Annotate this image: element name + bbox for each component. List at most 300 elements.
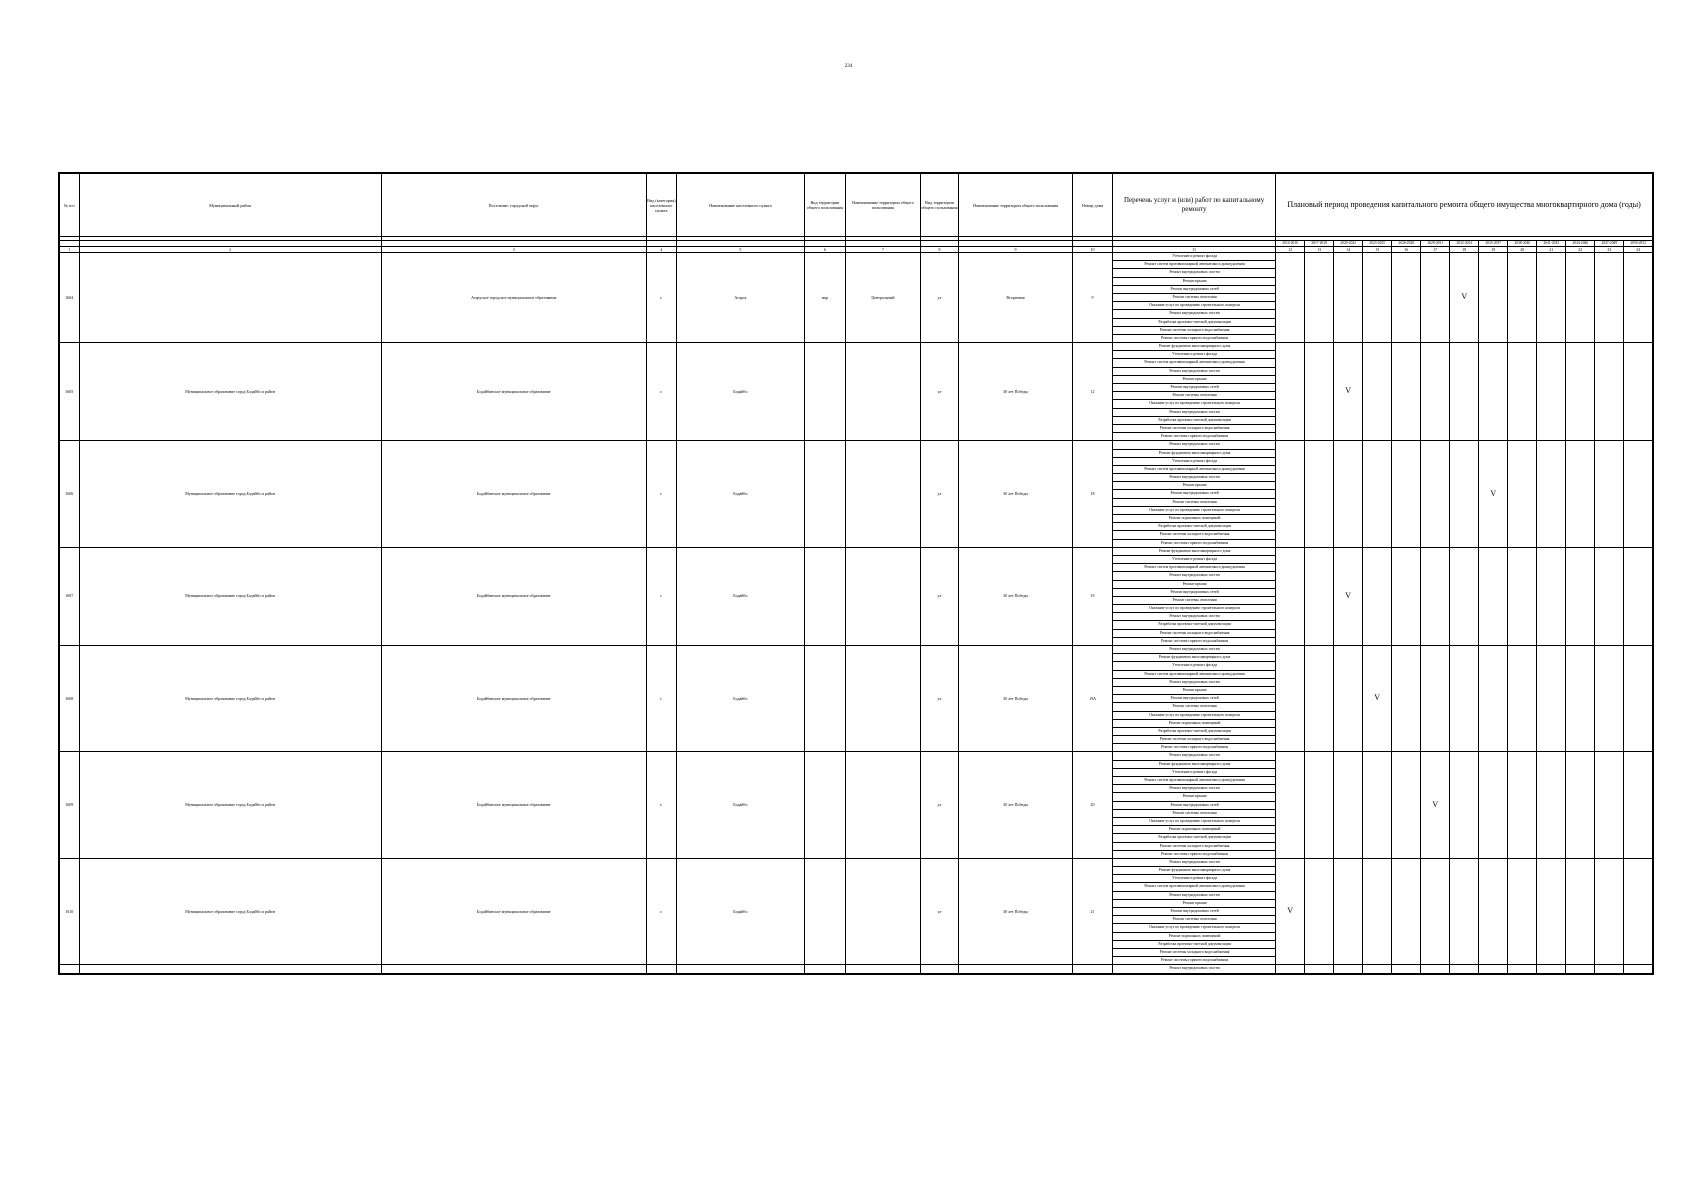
service-item: Разработка проектно-сметной документации xyxy=(1113,941,1275,949)
area-name-cell xyxy=(845,343,920,441)
plan-period-cell xyxy=(1276,858,1305,964)
area-name-cell xyxy=(845,547,920,645)
plan-period-cell xyxy=(1624,646,1653,752)
year-header: 2029-2031 xyxy=(1421,241,1450,247)
column-number: 15 xyxy=(1363,247,1392,253)
service-item: Ремонт фундамента многоквартирного дома xyxy=(1113,343,1275,351)
locality-name-cell: Агарск xyxy=(676,253,804,343)
year-header: 2020-2022 xyxy=(1334,241,1363,247)
empty-cell xyxy=(804,965,845,974)
services-list xyxy=(1113,752,1276,858)
empty-cell xyxy=(1363,965,1392,974)
row-number: 1606 xyxy=(59,441,79,547)
column-number: 4 xyxy=(646,247,676,253)
street-type-cell: ул xyxy=(920,441,958,547)
plan-period-cell xyxy=(1450,547,1479,645)
plan-period-cell xyxy=(1537,858,1566,964)
service-item: Ремонт внутридомовых систем xyxy=(1113,310,1275,318)
table-row xyxy=(59,343,1653,441)
table-row xyxy=(59,441,1653,547)
plan-period-cell xyxy=(1276,343,1305,441)
plan-period-cell xyxy=(1566,253,1595,343)
plan-period-cell xyxy=(1595,858,1624,964)
house-cell: 20 xyxy=(1073,752,1113,858)
plan-period-cell xyxy=(1537,441,1566,547)
column-number: 5 xyxy=(676,247,804,253)
column-number: 24 xyxy=(1624,247,1653,253)
house-cell: 19 xyxy=(1073,547,1113,645)
service-item: Ремонт внутридомовых систем xyxy=(1113,368,1275,376)
service-item: Ремонт крыши xyxy=(1113,278,1275,286)
service-item: Ремонт подвальных помещений xyxy=(1113,720,1275,728)
empty-cell xyxy=(1073,965,1113,974)
service-item: Ремонт внутридомовых систем xyxy=(1113,785,1275,793)
plan-period-cell xyxy=(1508,441,1537,547)
empty-cell xyxy=(1450,965,1479,974)
plan-period-cell xyxy=(1363,441,1392,547)
service-item: Ремонт подвальных помещений xyxy=(1113,515,1275,523)
service-item: Ремонт системы отопления xyxy=(1113,597,1275,605)
service-item: Ремонт систем противопожарной автоматики и дымоудаления xyxy=(1113,777,1275,785)
service-item: Ремонт внутридомовых систем xyxy=(1113,613,1275,621)
plan-period-cell xyxy=(1479,752,1508,858)
service-item: Ремонт системы отопления xyxy=(1113,703,1275,711)
column-number: 2 xyxy=(79,247,381,253)
plan-period-cell xyxy=(1566,441,1595,547)
row-number: 1608 xyxy=(59,646,79,752)
plan-period-cell xyxy=(1276,752,1305,858)
plan-period-cell xyxy=(1479,858,1508,964)
settlement-cell: Бодайбинское муниципальное образование xyxy=(381,752,646,858)
empty-cell xyxy=(958,965,1072,974)
locality-name-cell: Бодайбо xyxy=(676,547,804,645)
plan-period-cell xyxy=(1537,646,1566,752)
service-item: Утепление и ремонт фасада xyxy=(1113,875,1275,883)
capital-repair-table xyxy=(58,172,1654,975)
locality-name-cell: Бодайбо xyxy=(676,752,804,858)
district-cell: Муниципальное образование город Бодайбо и район xyxy=(79,441,381,547)
service-item: Ремонт системы горячего водоснабжения xyxy=(1161,434,1229,439)
service-item: Разработка проектно-сметной документации xyxy=(1113,319,1275,327)
table-row xyxy=(59,547,1653,645)
plan-period-cell xyxy=(1276,646,1305,752)
plan-period-cell xyxy=(1508,646,1537,752)
service-item: Разработка проектно-сметной документации xyxy=(1113,834,1275,842)
header-locality-type: Вид (категория) населенного пункта xyxy=(646,173,676,237)
street-type-cell: ул xyxy=(920,343,958,441)
locality-name-cell: Бодайбо xyxy=(676,858,804,964)
empty-cell xyxy=(1305,965,1334,974)
column-number: 7 xyxy=(845,247,920,253)
street-type-cell: ул xyxy=(920,858,958,964)
service-item: Ремонт системы горячего водоснабжения xyxy=(1161,745,1229,750)
service-item: Оказание услуг по проведению строительного контроля xyxy=(1113,605,1275,613)
header-plan: Плановый период проведения капитального ремонта общего имущества многоквартирного дома (годы) xyxy=(1276,173,1653,237)
plan-period-cell xyxy=(1392,858,1421,964)
header-settlement: Поселение, городской округ xyxy=(381,173,646,237)
empty-cell xyxy=(381,965,646,974)
plan-period-cell xyxy=(1624,752,1653,858)
empty-cell xyxy=(920,965,958,974)
plan-period-cell xyxy=(1450,646,1479,752)
plan-period-cell xyxy=(1363,547,1392,645)
empty-cell xyxy=(1276,965,1305,974)
year-header: 2041-2043 xyxy=(1537,241,1566,247)
plan-period-cell xyxy=(1334,858,1363,964)
service-item: Ремонт подвальных помещений xyxy=(1113,933,1275,941)
plan-period-cell xyxy=(1334,547,1363,645)
header-area-type: Вид территории общего пользования xyxy=(804,173,845,237)
plan-period-cell xyxy=(1363,646,1392,752)
empty-cell xyxy=(1508,965,1537,974)
plan-period-cell xyxy=(1508,343,1537,441)
plan-period-cell xyxy=(1421,547,1450,645)
service-item: Ремонт системы отопления xyxy=(1113,392,1275,400)
district-cell xyxy=(79,253,381,343)
area-type-cell xyxy=(804,646,845,752)
plan-mark: V xyxy=(1432,799,1439,809)
area-type-cell xyxy=(804,547,845,645)
column-number: 20 xyxy=(1508,247,1537,253)
service-item: Ремонт крыши xyxy=(1113,581,1275,589)
plan-period-cell xyxy=(1595,343,1624,441)
service-item: Ремонт внутридомовых сетей xyxy=(1113,490,1275,498)
service-item: Ремонт внутридомовых сетей xyxy=(1113,384,1275,392)
service-item: Ремонт фундамента многоквартирного дома xyxy=(1113,450,1275,458)
plan-period-cell xyxy=(1624,253,1653,343)
plan-period-cell xyxy=(1334,253,1363,343)
plan-period-cell xyxy=(1392,646,1421,752)
plan-period-cell xyxy=(1566,343,1595,441)
district-cell: Муниципальное образование город Бодайбо и район xyxy=(79,858,381,964)
plan-period-cell xyxy=(1450,441,1479,547)
locality-type-cell: г. xyxy=(646,752,676,858)
service-item: Ремонт внутридомовых систем xyxy=(1113,474,1275,482)
service-item: Ремонт системы отопления xyxy=(1113,499,1275,507)
locality-type-cell: г. xyxy=(646,441,676,547)
services-list xyxy=(1113,646,1276,752)
plan-mark: V xyxy=(1374,693,1381,703)
service-item: Ремонт систем противопожарной автоматики и дымоудаления xyxy=(1113,261,1275,269)
service-item: Ремонт системы горячего водоснабжения xyxy=(1161,958,1229,963)
empty-cell xyxy=(845,965,920,974)
service-item: Ремонт внутридомовых сетей xyxy=(1113,908,1275,916)
service-item: Ремонт системы холодного водоснабжения xyxy=(1113,736,1275,744)
year-header: 2032-2034 xyxy=(1450,241,1479,247)
plan-period-cell xyxy=(1595,253,1624,343)
service-item: Утепление и ремонт фасада xyxy=(1113,662,1275,670)
table-row-partial xyxy=(59,965,1653,974)
service-item: Ремонт систем противопожарной автоматики и дымоудаления xyxy=(1113,466,1275,474)
plan-period-cell xyxy=(1508,547,1537,645)
table-row xyxy=(59,858,1653,964)
area-type-cell xyxy=(804,343,845,441)
year-header: 2044-2046 xyxy=(1566,241,1595,247)
header-row xyxy=(59,173,1653,237)
empty-cell xyxy=(1566,965,1595,974)
empty-cell xyxy=(1479,965,1508,974)
plan-period-cell xyxy=(1334,343,1363,441)
plan-period-cell xyxy=(1537,343,1566,441)
empty-cell xyxy=(1624,965,1653,974)
service-item: Ремонт внутридомовых систем xyxy=(1113,572,1275,580)
service-item: Ремонт фундамента многоквартирного дома xyxy=(1113,654,1275,662)
service-item: Утепление и ремонт фасада xyxy=(1113,458,1275,466)
plan-period-cell xyxy=(1305,646,1334,752)
service-item: Ремонт системы холодного водоснабжения xyxy=(1113,949,1275,957)
plan-period-cell xyxy=(1595,547,1624,645)
plan-period-cell xyxy=(1508,253,1537,343)
column-number: 8 xyxy=(920,247,958,253)
district-cell: Муниципальное образование город Бодайбо и район xyxy=(79,646,381,752)
area-name-cell xyxy=(845,646,920,752)
locality-type-cell: г. xyxy=(646,253,676,343)
plan-period-cell xyxy=(1363,858,1392,964)
plan-period-cell xyxy=(1450,253,1479,343)
plan-period-cell xyxy=(1479,441,1508,547)
plan-period-cell xyxy=(1421,752,1450,858)
plan-period-cell xyxy=(1276,441,1305,547)
header-area-name: Наименование территории общего пользования xyxy=(845,173,920,237)
header-services: Перечень услуг и (или) работ по капитальному ремонту xyxy=(1113,173,1276,237)
column-number: 18 xyxy=(1450,247,1479,253)
plan-period-cell xyxy=(1566,752,1595,858)
house-cell: 21 xyxy=(1073,858,1113,964)
services-list xyxy=(1113,441,1276,547)
street-type-cell: ул xyxy=(920,253,958,343)
plan-period-cell xyxy=(1305,343,1334,441)
service-item: Ремонт крыши xyxy=(1113,793,1275,801)
street-name-cell: 30 лет Победы xyxy=(958,343,1072,441)
column-number: 21 xyxy=(1537,247,1566,253)
area-name-cell xyxy=(845,441,920,547)
table-row xyxy=(59,646,1653,752)
header-street-name: Наименование территории общего пользования xyxy=(958,173,1072,237)
plan-period-cell xyxy=(1363,752,1392,858)
column-number: 19 xyxy=(1479,247,1508,253)
empty-cell xyxy=(1595,965,1624,974)
settlement-cell: Бодайбинское муниципальное образование xyxy=(381,646,646,752)
year-header: 2047-2049 xyxy=(1595,241,1624,247)
column-number: 14 xyxy=(1334,247,1363,253)
service-item: Ремонт крыши xyxy=(1113,376,1275,384)
service-item: Утепление и ремонт фасада xyxy=(1113,253,1275,261)
column-number: 16 xyxy=(1392,247,1421,253)
service-item: Ремонт системы отопления xyxy=(1113,916,1275,924)
plan-period-cell xyxy=(1566,646,1595,752)
plan-period-cell xyxy=(1537,547,1566,645)
plan-period-cell xyxy=(1392,441,1421,547)
services-list xyxy=(1113,965,1276,974)
plan-period-cell xyxy=(1305,858,1334,964)
service-item: Ремонт систем противопожарной автоматики и дымоудаления xyxy=(1113,883,1275,891)
service-item: Ремонт внутридомовых систем xyxy=(1113,646,1275,654)
plan-period-cell xyxy=(1363,343,1392,441)
plan-period-cell xyxy=(1305,253,1334,343)
column-number: 3 xyxy=(381,247,646,253)
settlement-cell: Бодайбинское муниципальное образование xyxy=(381,343,646,441)
service-item: Разработка проектно-сметной документации xyxy=(1113,621,1275,629)
locality-name-cell: Бодайбо xyxy=(676,343,804,441)
plan-period-cell xyxy=(1508,858,1537,964)
header-district: Муниципальный район xyxy=(79,173,381,237)
street-name-cell: 30 лет Победы xyxy=(958,547,1072,645)
plan-period-cell xyxy=(1595,752,1624,858)
house-cell: 18 xyxy=(1073,441,1113,547)
service-item: Ремонт внутридомовых систем xyxy=(1113,859,1275,867)
house-cell: 12 xyxy=(1073,343,1113,441)
empty-cell xyxy=(79,965,381,974)
area-name-cell: Центральный xyxy=(845,253,920,343)
plan-period-cell xyxy=(1508,752,1537,858)
header-locality-name: Наименование населенного пункта xyxy=(676,173,804,237)
column-number: 6 xyxy=(804,247,845,253)
plan-period-cell xyxy=(1450,858,1479,964)
service-item: Ремонт системы холодного водоснабжения xyxy=(1113,531,1275,539)
header-num: № п/п xyxy=(59,173,79,237)
plan-period-cell xyxy=(1421,343,1450,441)
column-number: 1 xyxy=(59,247,79,253)
service-item: Ремонт крыши xyxy=(1113,900,1275,908)
service-item: Ремонт внутридомовых сетей xyxy=(1113,695,1275,703)
table-row xyxy=(59,752,1653,858)
house-cell: 19А xyxy=(1073,646,1113,752)
plan-period-cell xyxy=(1305,752,1334,858)
row-number: 1604 xyxy=(59,253,79,343)
service-item: Ремонт внутридомовых систем xyxy=(1113,892,1275,900)
year-header: 2035-2037 xyxy=(1479,241,1508,247)
service-item: Ремонт системы отопления xyxy=(1113,294,1275,302)
area-name-cell xyxy=(845,752,920,858)
empty-cell xyxy=(1537,965,1566,974)
service-item: Оказание услуг по проведению строительного контроля xyxy=(1113,924,1275,932)
service-item: Ремонт фундамента многоквартирного дома xyxy=(1113,761,1275,769)
plan-period-cell xyxy=(1479,343,1508,441)
plan-period-cell xyxy=(1276,253,1305,343)
column-number: 13 xyxy=(1305,247,1334,253)
year-header: 2026-2028 xyxy=(1392,241,1421,247)
plan-period-cell xyxy=(1450,343,1479,441)
area-name-cell xyxy=(845,858,920,964)
plan-period-cell xyxy=(1334,441,1363,547)
district-cell: Муниципальное образование город Бодайбо и район xyxy=(79,547,381,645)
services-list xyxy=(1113,858,1276,964)
service-item: Ремонт внутридомовых систем xyxy=(1113,752,1275,760)
service-item: Ремонт внутридомовых систем xyxy=(1113,409,1275,417)
plan-period-cell xyxy=(1450,752,1479,858)
service-item: Оказание услуг по проведению строительного контроля xyxy=(1113,302,1275,310)
service-item: Ремонт крыши xyxy=(1113,687,1275,695)
service-item: Ремонт системы холодного водоснабжения xyxy=(1113,630,1275,638)
row-number: 1609 xyxy=(59,752,79,858)
service-item: Утепление и ремонт фасада xyxy=(1113,556,1275,564)
plan-mark: V xyxy=(1345,386,1352,396)
empty-cell xyxy=(1392,965,1421,974)
area-type-cell: мкр xyxy=(804,253,845,343)
plan-period-cell xyxy=(1363,253,1392,343)
service-item: Ремонт систем противопожарной автоматики и дымоудаления xyxy=(1113,359,1275,367)
plan-period-cell xyxy=(1421,858,1450,964)
column-number: 9 xyxy=(958,247,1072,253)
service-item: Ремонт системы горячего водоснабжения xyxy=(1161,851,1229,856)
plan-period-cell xyxy=(1276,547,1305,645)
plan-period-cell xyxy=(1624,858,1653,964)
street-type-cell: ул xyxy=(920,547,958,645)
column-number: 17 xyxy=(1421,247,1450,253)
year-header: 2014-2016 xyxy=(1276,241,1305,247)
street-name-cell: 30 лет Победы xyxy=(958,441,1072,547)
locality-type-cell: г. xyxy=(646,858,676,964)
service-item: Ремонт системы отопления xyxy=(1113,810,1275,818)
plan-period-cell xyxy=(1305,547,1334,645)
empty-cell xyxy=(1334,965,1363,974)
service-item: Разработка проектно-сметной документации xyxy=(1113,728,1275,736)
header-house: Номер дома xyxy=(1073,173,1113,237)
settlement-cell: Агаруское городское муниципальное образование xyxy=(381,253,646,343)
service-item: Оказание услуг по проведению строительного контроля xyxy=(1113,507,1275,515)
plan-period-cell xyxy=(1566,547,1595,645)
service-item: Ремонт внутридомовых систем xyxy=(1113,679,1275,687)
plan-period-cell xyxy=(1421,441,1450,547)
service-item: Ремонт подвальных помещений xyxy=(1113,826,1275,834)
page-number: 234 xyxy=(844,64,853,69)
service-item: Ремонт систем противопожарной автоматики и дымоудаления xyxy=(1113,564,1275,572)
column-number: 22 xyxy=(1566,247,1595,253)
service-item: Оказание услуг по проведению строительного контроля xyxy=(1113,712,1275,720)
plan-mark: V xyxy=(1461,292,1468,302)
services-list xyxy=(1113,547,1276,645)
service-item: Ремонт фундамента многоквартирного дома xyxy=(1113,867,1275,875)
street-name-cell: 30 лет Победы xyxy=(958,858,1072,964)
area-type-cell xyxy=(804,858,845,964)
header-street-type: Вид территории общего пользования xyxy=(920,173,958,237)
year-header: 2023-2025 xyxy=(1363,241,1392,247)
area-type-cell xyxy=(804,441,845,547)
service-item: Ремонт внутридомовых сетей xyxy=(1113,802,1275,810)
service-item: Ремонт систем противопожарной автоматики и дымоудаления xyxy=(1113,671,1275,679)
row-number: 1605 xyxy=(59,343,79,441)
year-header: 2017-2019 xyxy=(1305,241,1334,247)
plan-period-cell xyxy=(1537,253,1566,343)
column-number: 23 xyxy=(1595,247,1624,253)
street-name-cell: 30 лет Победы xyxy=(958,752,1072,858)
service-item: Ремонт внутридомовых систем xyxy=(1169,966,1220,971)
table-row xyxy=(59,253,1653,343)
plan-period-cell xyxy=(1479,253,1508,343)
plan-period-cell xyxy=(1624,441,1653,547)
services-list xyxy=(1113,253,1276,343)
service-item: Утепление и ремонт фасада xyxy=(1113,769,1275,777)
plan-period-cell xyxy=(1421,253,1450,343)
street-name-cell: 30 лет Победы xyxy=(958,646,1072,752)
plan-period-cell xyxy=(1566,858,1595,964)
plan-period-cell xyxy=(1334,646,1363,752)
service-item: Ремонт крыши xyxy=(1113,482,1275,490)
service-item: Ремонт системы холодного водоснабжения xyxy=(1113,327,1275,335)
services-list xyxy=(1113,343,1276,441)
street-type-cell: ул xyxy=(920,752,958,858)
service-item: Ремонт системы холодного водоснабжения xyxy=(1113,843,1275,851)
column-number: 10 xyxy=(1073,247,1113,253)
plan-period-cell xyxy=(1479,547,1508,645)
service-item: Утепление и ремонт фасада xyxy=(1113,351,1275,359)
service-item: Ремонт внутридомовых систем xyxy=(1113,269,1275,277)
service-item: Ремонт системы горячего водоснабжения xyxy=(1161,335,1229,340)
plan-period-cell xyxy=(1624,343,1653,441)
year-header: 2050-2052 xyxy=(1624,241,1653,247)
locality-type-cell: г. xyxy=(646,343,676,441)
year-header: 2038-2040 xyxy=(1508,241,1537,247)
